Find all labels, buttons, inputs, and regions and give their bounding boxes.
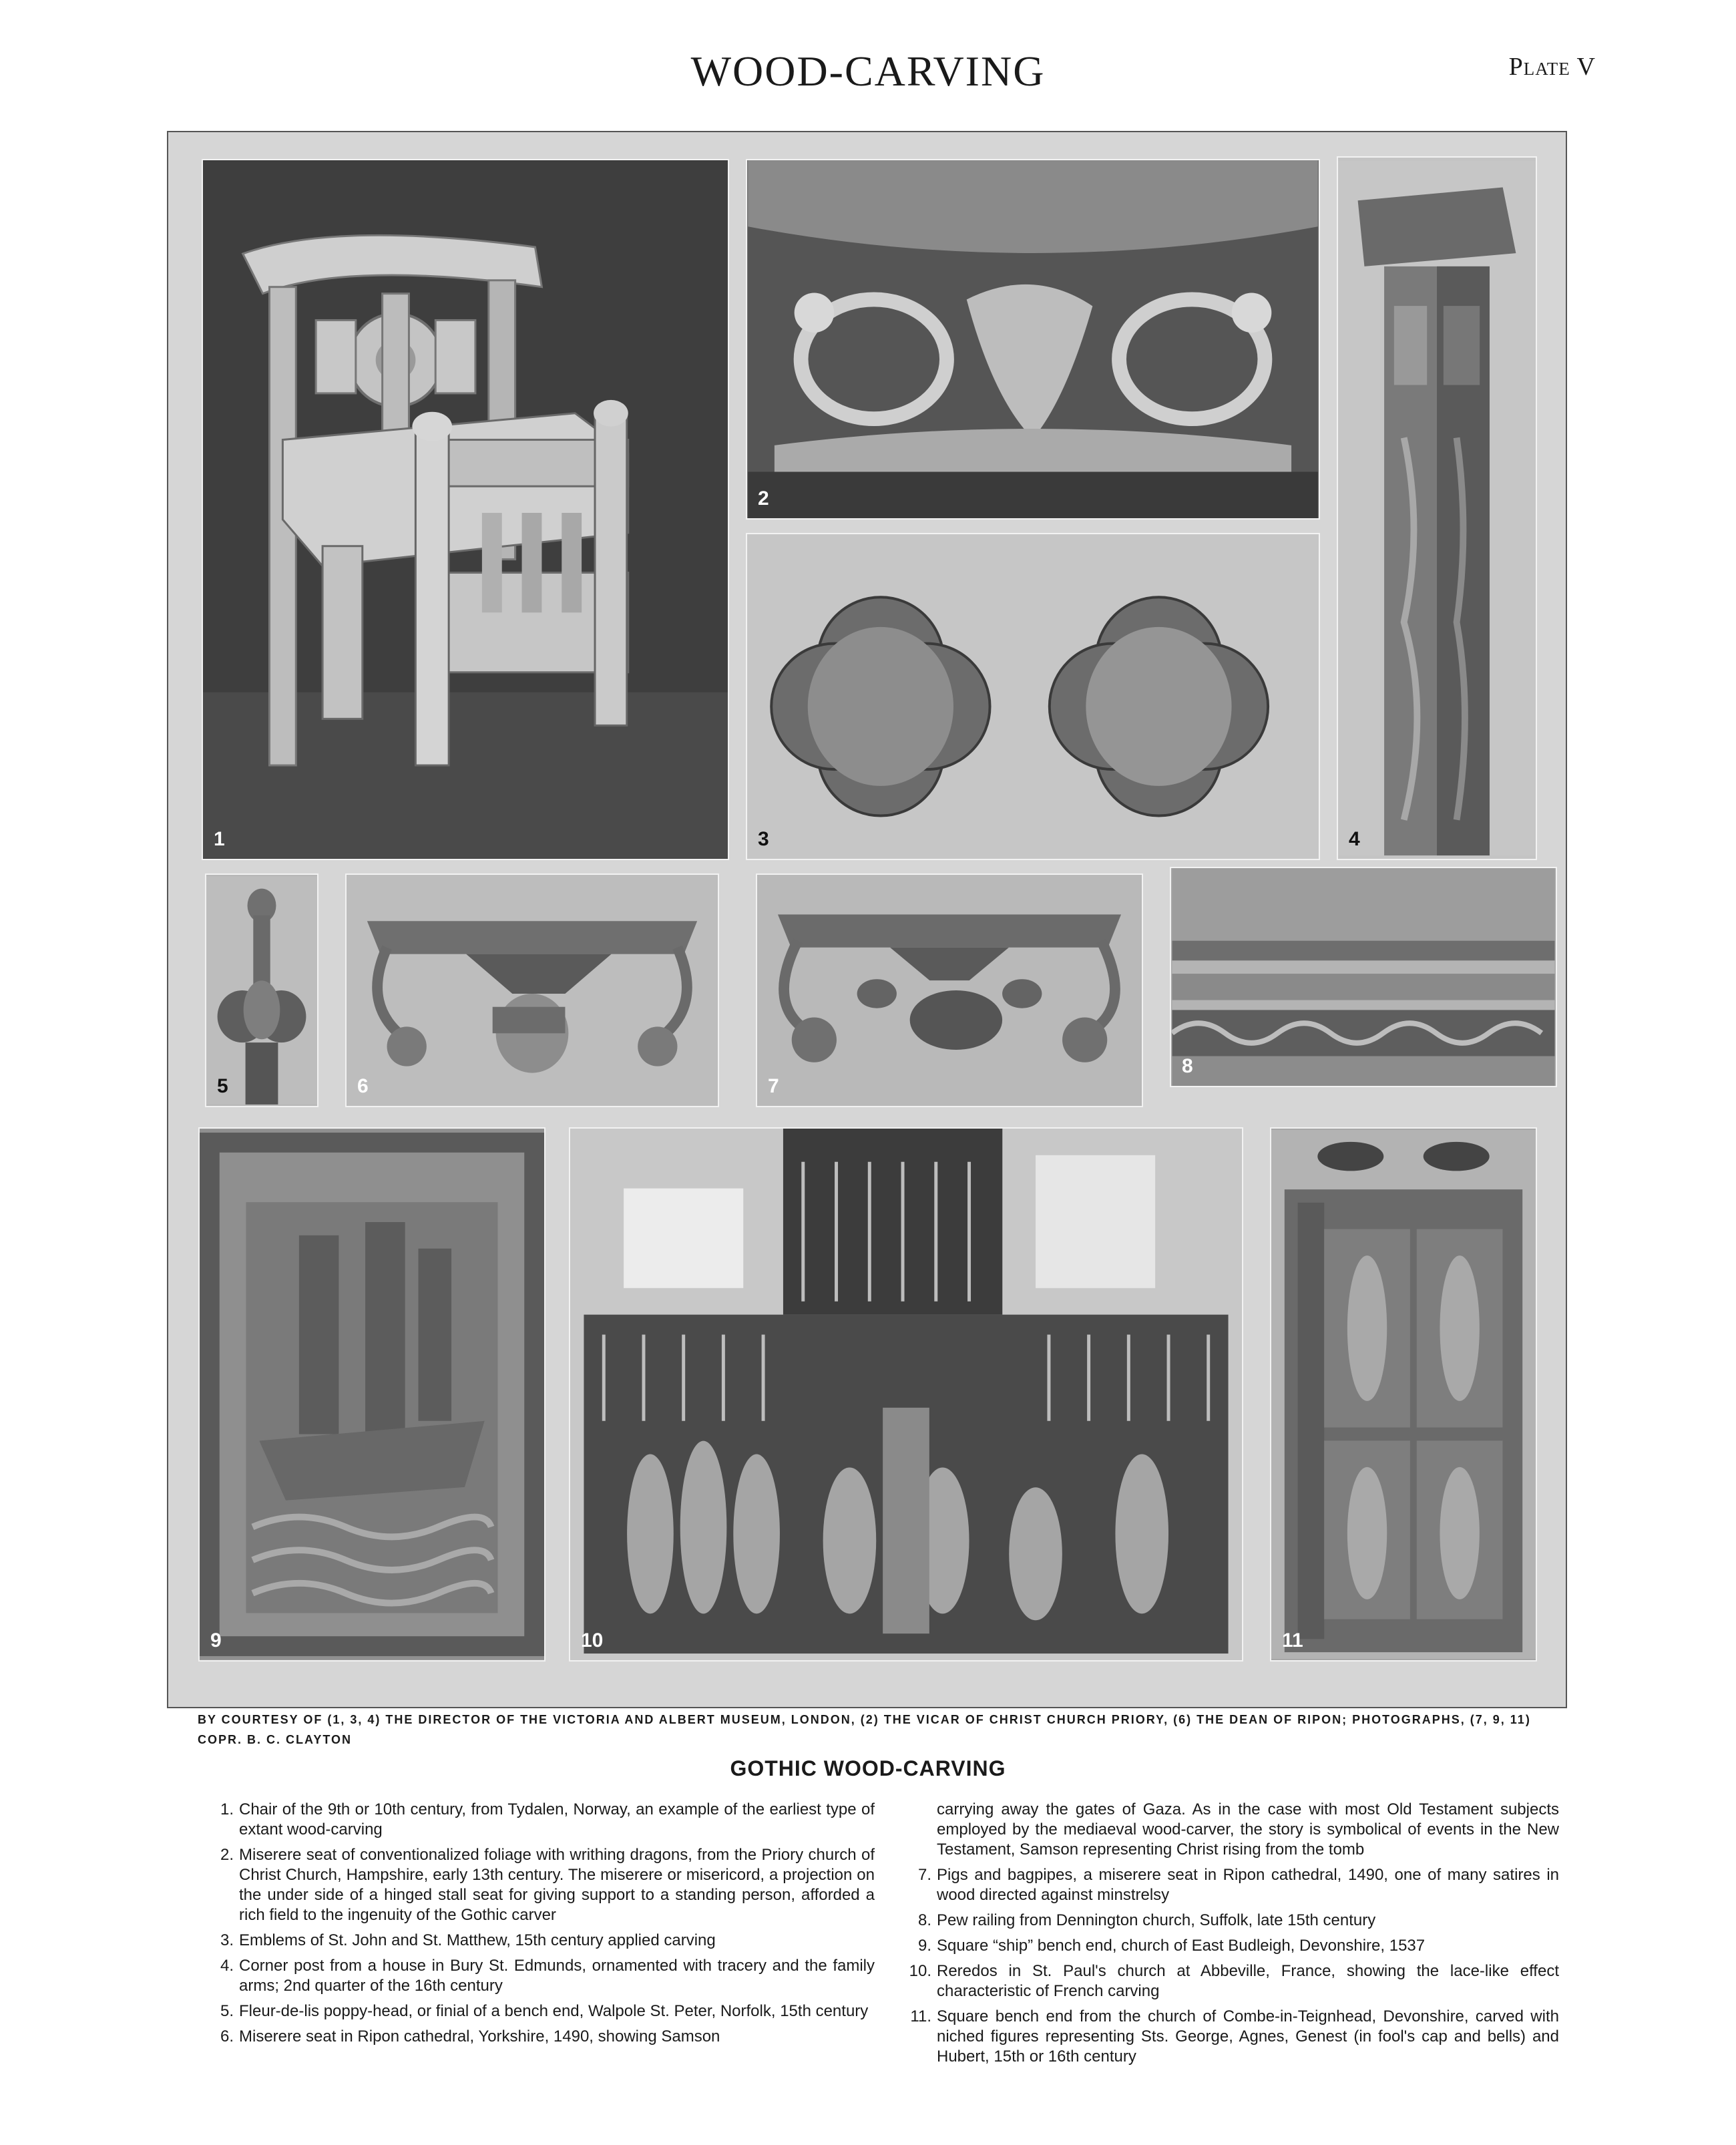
caption-item	[200, 1845, 875, 1925]
caption-text: Fleur-de-lis poppy-head, or finial of a bench end, Walpole St. Peter, Norfolk, 15th century	[239, 2002, 869, 2020]
caption-text: Square “ship” bench end, church of East Budleigh, Devonshire, 1537	[937, 1937, 1426, 1955]
caption-item	[898, 1961, 1559, 2001]
caption-text: Corner post from a house in Bury St. Edmunds, ornamented with tracery and the family arms; 2nd quarter of the 16th century	[239, 1957, 875, 1995]
figure-11-saints-bench-end-photo	[1270, 1127, 1537, 1662]
caption-number: 7.	[917, 1866, 931, 1884]
caption-item	[200, 2001, 875, 2021]
caption-number: 11.	[910, 2007, 931, 2025]
caption-item	[200, 1956, 875, 1996]
caption-number: 6.	[220, 2027, 234, 2045]
section-title: GOTHIC WOOD-CARVING	[730, 1756, 1006, 1780]
figure-number: 1	[214, 828, 225, 850]
caption-number: 9.	[917, 1937, 931, 1955]
captions-right-column	[898, 1800, 1559, 2072]
plate-frame	[167, 131, 1567, 1708]
caption-item	[898, 1936, 1559, 1956]
figure-number: 5	[217, 1075, 228, 1097]
page-title: WOOD-CARVING	[690, 47, 1046, 95]
caption-number: 2.	[220, 1846, 234, 1864]
figure-number: 10	[581, 1629, 604, 1651]
figure-number: 6	[357, 1075, 369, 1097]
corner-post-illustration	[1338, 158, 1536, 859]
figure-2-miserere-photo	[746, 159, 1320, 520]
caption-text: Pew railing from Dennington church, Suffolk, late 15th century	[937, 1911, 1376, 1929]
caption-text: Square bench end from the church of Combe-in-Teignhead, Devonshire, carved with niched figures representing Sts. George, Agnes, Genest (in fool's cap and bells) and Hubert, 15th or 16th century	[937, 2007, 1559, 2066]
caption-item	[898, 1911, 1559, 1931]
saints-bench-end-illustration	[1271, 1129, 1536, 1660]
caption-number: 4.	[220, 1957, 234, 1975]
figure-number: 4	[1349, 828, 1360, 850]
caption-text: Reredos in St. Paul's church at Abbeville, France, showing the lace-like effect characteristic of French carving	[937, 1962, 1559, 2000]
figure-1-chair-photo	[202, 159, 729, 860]
figure-6-miserere-samson-photo	[345, 873, 719, 1107]
figure-7-pigs-bagpipes-photo	[756, 873, 1143, 1107]
figure-number: 8	[1182, 1055, 1193, 1077]
caption-text: Pigs and bagpipes, a miserere seat in Ripon cathedral, 1490, one of many satires in wood directed against minstrelsy	[937, 1866, 1559, 1904]
caption-item	[898, 1865, 1559, 1905]
figure-3-emblems-photo	[746, 533, 1320, 860]
poppy-head-illustration	[206, 875, 317, 1106]
caption-text: Emblems of St. John and St. Matthew, 15th century applied carving	[239, 1931, 716, 1949]
figure-9-ship-bench-end-photo	[198, 1127, 546, 1662]
caption-number: 1.	[220, 1800, 234, 1818]
caption-text: Chair of the 9th or 10th century, from Tydalen, Norway, an example of the earliest type of extant wood-carving	[239, 1800, 875, 1838]
caption-6-continued: carrying away the gates of Gaza. As in the case with most Old Testament subjects employed by the mediaeval wood-carver, the story is symbolical of events in the New Testament, Samson representing Christ rising from the tomb	[937, 1800, 1559, 1859]
plate-number: Plate V	[1508, 53, 1596, 81]
captions-left-column	[200, 1800, 875, 2052]
caption-text: Miserere seat in Ripon cathedral, Yorkshire, 1490, showing Samson	[239, 2027, 720, 2045]
miserere-dragons-illustration	[747, 160, 1319, 518]
caption-item	[898, 2007, 1559, 2067]
figure-number: 11	[1282, 1629, 1303, 1651]
emblems-illustration	[747, 534, 1319, 859]
pigs-bagpipes-illustration	[757, 875, 1142, 1106]
figure-number: 3	[758, 828, 769, 850]
caption-item	[200, 1800, 875, 1840]
caption-text: Miserere seat of conventionalized foliage with writhing dragons, from the Priory church of Christ Church, Hampshire, early 13th century. The miserere or misericord, a projection on the under side of a hinged stall seat for giving support to a standing person, afforded a rich field to the ingenuity of the Gothic carver	[239, 1846, 875, 1924]
figure-number: 7	[768, 1075, 779, 1097]
caption-item	[200, 1931, 875, 1951]
figure-4-corner-post-photo	[1337, 156, 1537, 860]
caption-number: 5.	[220, 2002, 234, 2020]
caption-number: 8.	[917, 1911, 931, 1929]
caption-item	[200, 2027, 875, 2047]
photo-credit: BY COURTESY OF (1, 3, 4) THE DIRECTOR OF THE VICTORIA AND ALBERT MUSEUM, LONDON, (2) THE VICAR OF CHRIST CHURCH PRIORY, (6) THE DEAN OF RIPON; PHOTOGRAPHS, (7, 9, 11) COPR. B. C. CLAYTON	[198, 1713, 1531, 1746]
figure-number: 9	[210, 1629, 222, 1651]
ship-bench-end-illustration	[200, 1129, 544, 1660]
caption-number: 3.	[220, 1931, 234, 1949]
figure-8-pew-railing-photo	[1170, 867, 1557, 1087]
chair-illustration	[203, 160, 728, 859]
caption-number: 10.	[909, 1962, 931, 1980]
figure-number: 2	[758, 488, 769, 510]
miserere-samson-illustration	[347, 875, 718, 1106]
pew-railing-illustration	[1171, 868, 1556, 1086]
reredos-illustration	[570, 1129, 1242, 1660]
figure-5-poppy-head-photo	[205, 873, 318, 1107]
figure-10-reredos-photo	[569, 1127, 1243, 1662]
